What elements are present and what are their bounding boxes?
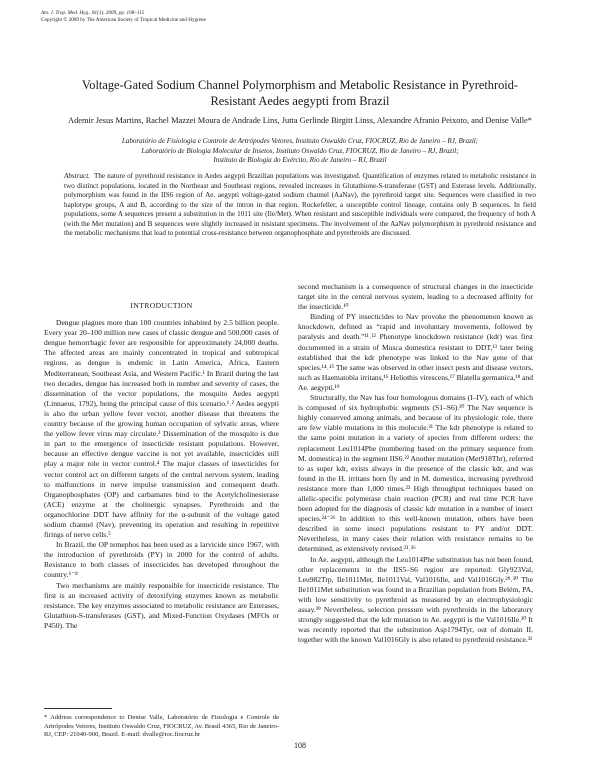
- right-column: [298, 282, 533, 645]
- paragraph: Structurally, the Nav has four homologous domains (I–IV), each of which is composed of six hydrophobic segments (S1–S6).²⁰ The Nav sequence is highly conserved among animals, and because of its physiologic role, there are few viable mutations in this molecule.²¹ The kdr phenotype is related to the same point mutation in a variety of species from different orders: the replacement Leu1014Phe (numbering based on the primary sequence from M. domestica) in the segment IIS6.²² Another mutation (Met918Thr), referred to as super kdr, exists always in the presence of the classic kdr, and was found in the H. irritans horn fly and in M. domestica, increasing pyrethroid resistance more than 1,000 times.²³ High throughput techniques based on allelic-specific polymerase chain reaction (PCR) and real time PCR have been adopted for the diagnosis of classic kdr mutation in a number of insect species.²⁴⁻²⁶ In addition to this well-known mutation, others have been described in some insect populations resistant to PY and/or DDT. Nevertheless, in many cases their relation with resistance remains to be determined, as extensively revised.²¹˒²⁶: [298, 393, 533, 554]
- abstract-label: Abstract.: [64, 172, 90, 180]
- author-list: Ademir Jesus Martins, Rachel Mazzei Moura de Andrade Lins, Jutta Gerlinde Birgitt Linss, Alexandre Afranio Peixoto, and Denise Valle*: [68, 116, 532, 125]
- paragraph: Binding of PY insecticides to Nav provoke the phenomenon known as knockdown, defined as “rapid and involuntary movements, followed by paralysis and death.”¹¹˒¹² Phenotype knockdown resistance (kdr) was first documented in a strain of Musca domestica resistant to DDT,¹³ later being established that the kdr phenotype was linked to the Nav gene of that species.¹⁴˒¹⁵ The same was observed in other insect pests and disease vectors, such as Haematobia irritans,¹⁶ Heliothis virescens,¹⁷ Blatella germanica,¹⁸ and Ae. aegypti.¹⁹: [298, 312, 533, 392]
- left-column: [44, 301, 279, 631]
- paper-title: Voltage-Gated Sodium Channel Polymorphism and Metabolic Resistance in Pyrethroid-Resistant Aedes aegypti from Brazil: [81, 78, 519, 108]
- affiliations: [50, 137, 550, 166]
- footnote-divider: [44, 708, 112, 709]
- paragraph: second mechanism is a consequence of structural changes in the insecticide target site in the central nervous system, leading to a decreased affinity for the insecticide.¹⁰: [298, 282, 533, 312]
- abstract-text: The nature of pyrethroid resistance in Aedes aegypti Brazilian populations was investigated. Quantification of enzymes related to metabolic resistance in two distinct populations, located in the Northeast and Southeast regions, revealed increases in Glutathione-S-transferase (GST) and Esterase levels. Additionally, polymorphism was found in the IIS6 region of Ae. aegypti voltage-gated sodium channel (AaNav), the pyrethroid target site. Sequences were classified in two haplotype groups, A and B, according to the size of the intron in that region. Rockefeller, a susceptible control lineage, contains only B sequences. In field populations, some A sequences present a substitution in the 1011 site (Ile/Met). When resistant and susceptible individuals were compared, the frequency of both A (with the Met mutation) and B sequences were slightly increased in resistant specimens. The involvement of the AaNav polymorphism in pyrethroid resistance and the metabolic mechanisms that lead to potential cross-resistance between organophosphate and pyrethroids are discussed.: [64, 172, 536, 238]
- paragraph: Two mechanisms are mainly responsible for insecticide resistance. The first is an increased activity of detoxifying enzymes known as metabolic resistance. The key enzymes associated to metabolic resistance are Esterases, Glutathion-S-transferases (GST), and Mixed-Function Oxydases (MFOs or P450). The: [44, 580, 279, 630]
- paragraph: In Ae. aegypti, although the Leu1014Phe substitution has not been found, other replacements in the IIS5–S6 region are reported: Gly923Val, Leu982Trp, Ile1011Met, Ile1011Val, Val1016Ile, and Val1016Gly.²⁹˒³⁰ The Ile1011Met substitution was found in a Brazilian population from Belém, PA, with low sensitivity to pyrethroid as measured by an electrophysiologic assay.²⁹ Nevertheless, selection pressure with pyrethroids in the laboratory strongly suggested that the kdr mutation in Ae. aegypti is the Val1016Ile.³⁰ It was recently reported that the substitution Asp1794Tyr, out of domain II, together with the known Val1016Gly is also related to pyrethroid resistance.³¹: [298, 554, 533, 645]
- affiliation-1: Laboratório de Fisiologia e Controle de Artrópodes Vetores, Instituto Oswaldo Cruz, FIOCRUZ, Rio de Janeiro – RJ, Brazil;: [121, 137, 479, 145]
- affiliation-2: Laboratório de Biologia Molecular de Insetos, Instituto Oswaldo Cruz, FIOCRUZ, Rio de Janeiro – RJ, Brazil;: [141, 146, 459, 155]
- correspondence-footnote: * Address correspondence to Denise Valle, Laboratório de Fisiologia e Controle de Artrópodes Vetores, Instituto Oswaldo Cruz, FIOCRUZ, Av. Brasil 4365, Rio de Janeiro-RJ, CEP: 21040-900, Brazil. E-mail: dvalle@ioc.fiocruz.br: [44, 714, 279, 739]
- copyright-line: Copyright © 2009 by The American Society of Tropical Medicine and Hygiene: [41, 17, 206, 23]
- paragraph: In Brazil, the OP temephos has been used as a larvicide since 1967, with the introduction of pyrethroids (PY) in 2000 for the control of adults. Resistance to both classes of insecticides has developed throughout the country.⁶⁻⁸: [44, 540, 279, 580]
- paragraph: Dengue plagues more than 100 countries inhabited by 2.5 billion people. Every year 20–100 million new cases of classic dengue and 500,000 cases of dengue hemorrhagic fever are responsible for approximately 24,000 deaths. The affected areas are mainly concentrated in tropical and subtropical regions, as dengue is endemic in Latin America, Africa, Eastern Mediterranean, Southeast Asia, and Western Pacific.¹ In Brazil during the last two decades, dengue has increased both in number and severity of cases, the dissemination of the vector populations, the mosquito Aedes aegypti (Linnaeus, 1792), being the principal cause of this scenario.¹˒² Aedes aegypti is also the urban yellow fever vector, another disease that threatens the country because of the growing human occupation of sylvatic areas, where the yellow fever virus may circulate.³ Dissemination of the mosquito is due in part to the emergence of insecticide resistant populations. However, because an effective dengue vaccine is not yet available, insecticides still play a major role in vector control.⁴ The major classes of insecticides for vector control act on different targets of the central nervous system, leading to malfunctions in nerve impulse transmission and consequent death. Organophosphates (OP) and carbamates bind to the Acetylcholinesterase (ACE) enzyme at the cholinergic synapses. Pyrethroids and the organochlorine DDT have affinity for the α-subunit of the voltage gated sodium channel (Nav), preventing its operation and resulting in repetitive firings of nerve cells.⁵: [44, 318, 279, 540]
- journal-header: [41, 10, 206, 24]
- affiliation-3: Instituto de Biologia do Exército, Rio de Janeiro – RJ, Brazil: [213, 156, 387, 165]
- page-number: 108: [294, 741, 306, 750]
- journal-citation: Am. J. Trop. Med. Hyg., 81(1), 2009, pp. 108–115: [41, 10, 145, 16]
- introduction-heading: INTRODUCTION: [130, 301, 193, 310]
- abstract: [64, 172, 536, 239]
